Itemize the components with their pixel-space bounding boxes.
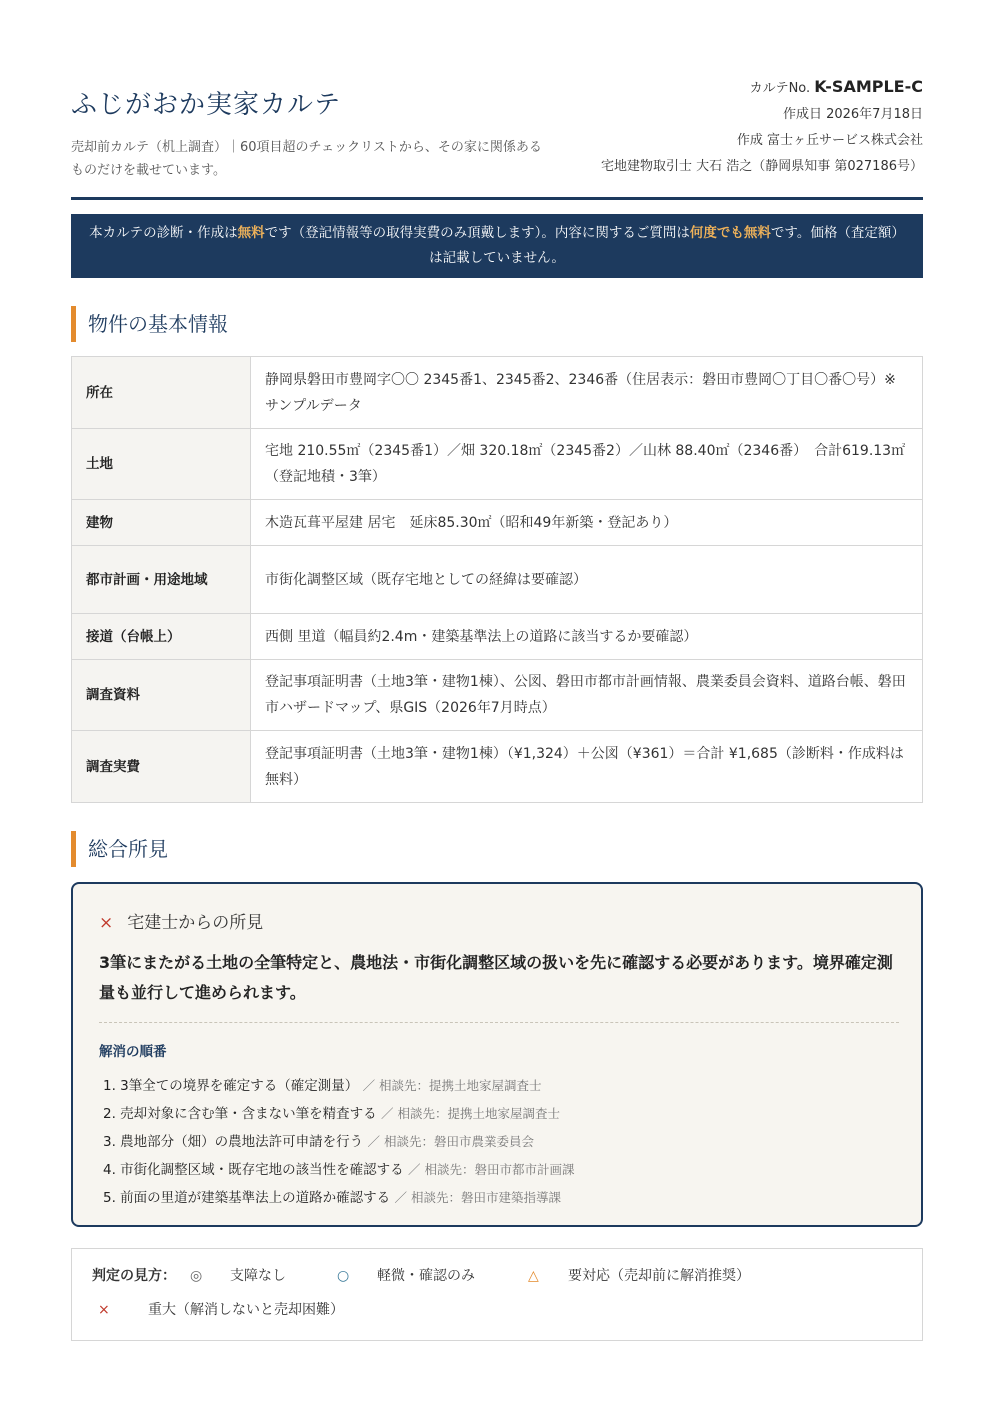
list-item: [103, 1156, 574, 1184]
karte-number-value: K-SAMPLE-C: [814, 77, 923, 96]
row-label: 調査資料: [72, 660, 251, 731]
notice-text-1: 本カルテの診断・作成は: [89, 225, 238, 241]
list-item: [103, 1128, 574, 1156]
step-text: 3. 農地部分（畑）の農地法許可申請を行う: [103, 1134, 364, 1150]
row-value: 西側 里道（幅員約2.4m・建築基準法上の道路に該当するか要確認）: [251, 614, 923, 660]
step-contact: ／ 相談先：磐田市都市計画課: [407, 1162, 575, 1177]
row-label: 都市計画・用途地域: [72, 546, 251, 614]
section-heading-basic-info: 物件の基本情報: [71, 306, 228, 342]
row-value: 登記事項証明書（土地3筆・建物1棟）（¥1,324）＋公図（¥361）＝合計 ¥1,685（診断料・作成料は無料）: [251, 731, 923, 803]
karte-number-label: カルテNo.: [749, 81, 815, 96]
table-row: [72, 500, 923, 546]
legend-item-severe: [98, 1299, 344, 1319]
table-row: [72, 546, 923, 614]
list-item: [103, 1100, 574, 1128]
double-circle-icon: ◎: [190, 1268, 203, 1284]
list-item: [103, 1072, 574, 1100]
legend-label: 支障なし: [230, 1268, 286, 1284]
notice-text-3: です。価格（査定額）は記載していません。: [429, 225, 905, 266]
table-row: [72, 731, 923, 803]
findings-title-text: 宅建士からの所見: [127, 913, 264, 933]
severity-x-icon: ×: [99, 913, 114, 933]
step-contact: ／ 相談先：磐田市建築指導課: [394, 1190, 561, 1205]
company: 作成 富士ヶ丘サービス株式会社: [736, 133, 923, 148]
step-text: 1. 3筆全ての境界を確定する（確定測量）: [103, 1078, 359, 1094]
step-text: 4. 市街化調整区域・既存宅地の該当性を確認する: [103, 1162, 404, 1178]
legend-title: 判定の見方：: [92, 1268, 176, 1284]
karte-number: [601, 74, 923, 102]
section-heading-findings: 総合所見: [71, 831, 168, 867]
table-row: [72, 429, 923, 500]
page-title: ふじがおか実家カルテ: [71, 90, 342, 120]
step-contact: ／ 相談先：提携土地家屋調査士: [380, 1106, 560, 1121]
legend-label: 軽微・確認のみ: [377, 1268, 475, 1284]
list-item: [103, 1184, 574, 1212]
row-label: 所在: [72, 357, 251, 429]
notice-text-2: です（登記情報等の取得実費のみ頂戴します）。内容に関するご質問は: [264, 225, 690, 241]
row-value: 登記事項証明書（土地3筆・建物1棟）、公図、磐田市都市計画情報、農業委員会資料、道路台帳、磐田市ハザードマップ、県GIS（2026年7月時点）: [251, 660, 923, 731]
resolution-order-heading: 解消の順番: [99, 1044, 167, 1060]
step-text: 5. 前面の里道が建築基準法上の道路か確認する: [103, 1190, 391, 1206]
legend-item-minor: [337, 1265, 475, 1285]
legend-label: 重大（解消しないと売却困難）: [148, 1302, 344, 1318]
row-value: 宅地 210.55㎡（2345番1）／畑 320.18㎡（2345番2）／山林 88.40㎡（2346番） 合計619.13㎡（登記地積・3筆）: [251, 429, 923, 500]
circle-icon: ○: [337, 1268, 350, 1284]
table-row: [72, 357, 923, 429]
notice-highlight-unlimited: 何度でも無料: [689, 225, 771, 241]
judgement-legend: [71, 1248, 923, 1341]
row-label: 建物: [72, 500, 251, 546]
step-contact: ／ 相談先：磐田市農業委員会: [367, 1134, 534, 1149]
notice-highlight-free: 無料: [237, 225, 265, 241]
karte-page: [71, 70, 923, 1318]
created-date: 作成日 2026年7月18日: [782, 107, 923, 122]
findings-box-title: [99, 908, 263, 933]
row-value: 木造瓦葺平屋建 居宅 延床85.30㎡（昭和49年新築・登記あり）: [251, 500, 923, 546]
row-label: 接道（台帳上）: [72, 614, 251, 660]
agent: 宅地建物取引士 大石 浩之（静岡県知事 第027186号）: [600, 159, 923, 174]
legend-item-action: [528, 1265, 750, 1285]
resolution-steps: [103, 1072, 574, 1212]
legend-item-no-issue: [190, 1265, 286, 1285]
row-value: 市街化調整区域（既存宅地としての経緯は要確認）: [251, 546, 923, 614]
findings-box: [71, 882, 923, 1227]
property-table: [71, 356, 923, 803]
row-label: 土地: [72, 429, 251, 500]
step-contact: ／ 相談先：提携土地家屋調査士: [362, 1078, 542, 1093]
page-subtitle: 売却前カルテ（机上調査）｜60項目超のチェックリストから、その家に関係あるものだけを載せています。: [71, 140, 542, 178]
legend-label: 要対応（売却前に解消推奨）: [568, 1268, 750, 1284]
table-row: [72, 614, 923, 660]
free-notice-banner: [71, 214, 923, 278]
row-value: 静岡県磐田市豊岡字〇〇 2345番1、2345番2、2346番（住居表示：磐田市豊岡〇丁目〇番〇号）※サンプルデータ: [251, 357, 923, 429]
step-text: 2. 売却対象に含む筆・含まない筆を精査する: [103, 1106, 377, 1122]
karte-meta: [601, 74, 923, 180]
table-row: [72, 660, 923, 731]
findings-divider: [99, 1022, 899, 1023]
header: [71, 70, 923, 200]
x-mark-icon: ×: [98, 1302, 110, 1318]
findings-summary: 3筆にまたがる土地の全筆特定と、農地法・市街化調整区域の扱いを先に確認する必要があります。境界確定測量も並行して進められます。: [99, 953, 893, 1002]
row-label: 調査実費: [72, 731, 251, 803]
triangle-icon: △: [528, 1268, 539, 1284]
header-rule: [71, 197, 923, 200]
